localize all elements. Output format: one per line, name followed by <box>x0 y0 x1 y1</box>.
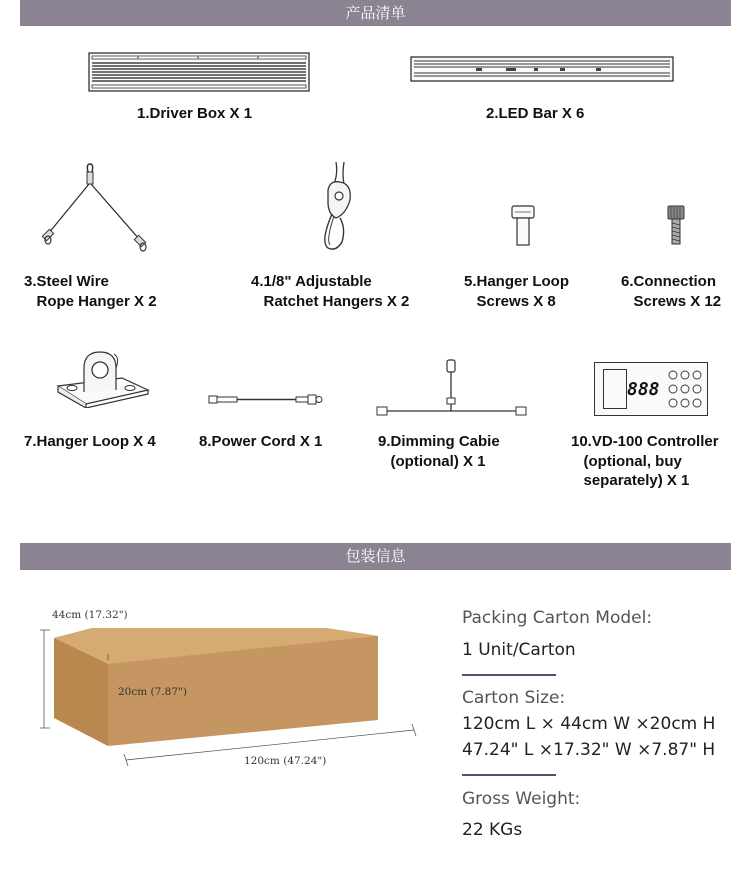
hanger-loop-screw-image <box>511 205 535 247</box>
packaging-title: 包装信息 <box>345 547 406 565</box>
product-list-header <box>20 0 731 26</box>
carton-size-heading: Carton Size: <box>462 688 566 708</box>
item-label: 8.Power Cord X 1 <box>199 433 323 450</box>
carton-model-value: 1 Unit/Carton <box>462 640 576 660</box>
product-list-title: 产品清单 <box>345 4 406 22</box>
controller-buttons <box>667 369 705 411</box>
carton-height-label: 20cm (7.87") <box>118 686 187 698</box>
led-bar-image <box>410 56 674 82</box>
item-label: 3.Steel Wire Rope Hanger X 2 <box>24 273 157 310</box>
item-label: 1.Driver Box X 1 <box>137 105 253 122</box>
connection-screw-image <box>667 205 685 247</box>
dimming-cable-image <box>376 358 528 416</box>
steel-wire-hanger-image <box>40 162 155 262</box>
item-label: 10.VD-100 Controller (optional, buy separately) X 1 <box>571 433 719 489</box>
driver-box-image <box>88 52 310 92</box>
controller-display: 888 <box>627 379 660 400</box>
hanger-loop-image <box>52 350 152 408</box>
separator <box>462 774 556 776</box>
packaging-header <box>20 543 731 570</box>
item-label: 4.1/8" Adjustable Ratchet Hangers X 2 <box>251 273 410 310</box>
controller-image <box>594 362 708 416</box>
ratchet-hanger-image <box>316 162 360 252</box>
carton-image <box>36 600 426 780</box>
carton-size-metric: 120cm L × 44cm W ×20cm H <box>462 714 716 734</box>
item-label: 6.Connection Screws X 12 <box>621 273 722 310</box>
gross-weight-heading: Gross Weight: <box>462 789 581 809</box>
carton-width-label: 44cm (17.32") <box>52 609 128 621</box>
item-label: 9.Dimming Cabie (optional) X 1 <box>378 433 500 470</box>
item-label: 2.LED Bar X 6 <box>486 105 585 122</box>
carton-model-heading: Packing Carton Model: <box>462 608 653 628</box>
gross-weight-value: 22 KGs <box>462 820 523 840</box>
separator <box>462 674 556 676</box>
carton-length-label: 120cm (47.24") <box>244 755 327 767</box>
power-cord-image <box>208 393 326 407</box>
carton-size-imperial: 47.24" L ×17.32" W ×7.87" H <box>462 740 716 760</box>
item-label: 5.Hanger Loop Screws X 8 <box>464 273 570 310</box>
controller-screen <box>603 369 627 409</box>
item-label: 7.Hanger Loop X 4 <box>24 433 156 450</box>
